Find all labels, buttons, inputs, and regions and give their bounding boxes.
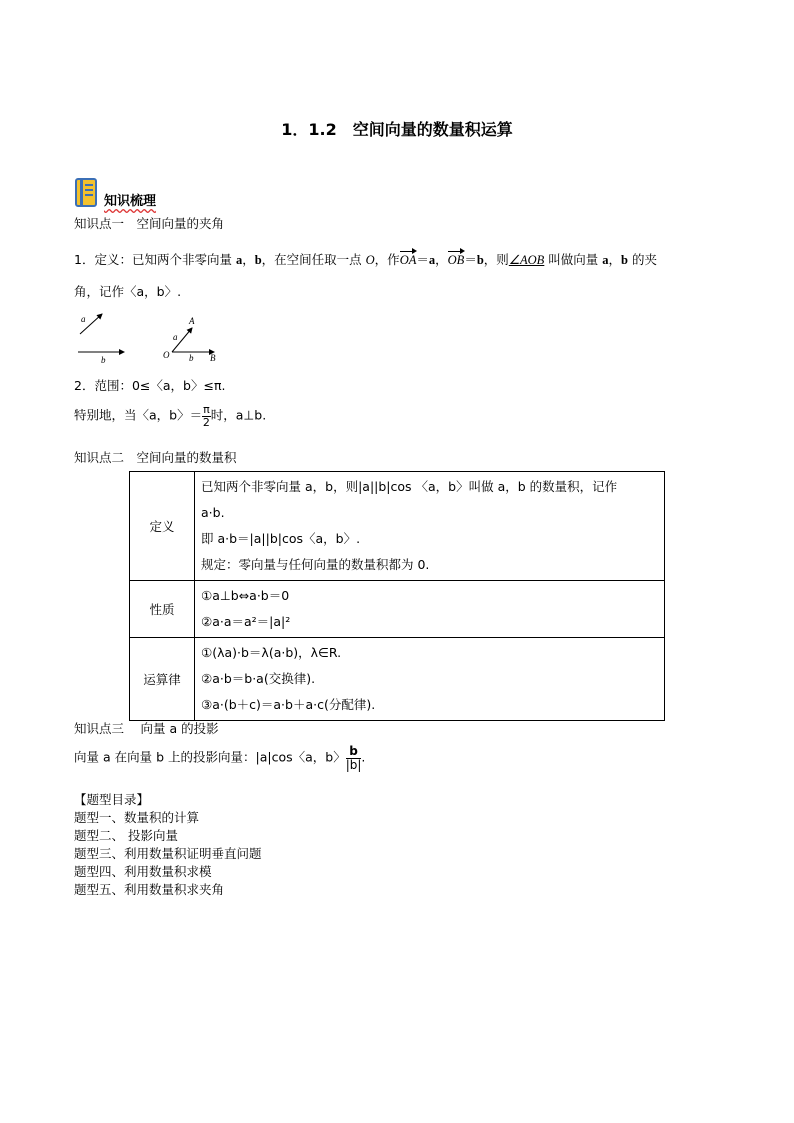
def-text: ， — [242, 252, 255, 267]
fraction-denominator: |b| — [345, 757, 362, 772]
fraction-b-over-norm-b — [346, 745, 362, 771]
section-label: 知识梳理 — [104, 194, 157, 209]
label-b: b — [189, 353, 194, 363]
table-row-body — [195, 638, 665, 721]
catalog-heading: 【题型目录】 — [74, 792, 150, 807]
label-O: O — [163, 350, 170, 360]
table-line: ①(λa)·b＝λ(a·b)，λ∈R. — [201, 645, 342, 660]
def-text: ，则 — [483, 252, 509, 267]
def-text: ，作 — [374, 252, 400, 267]
def-text: 叫做向量 — [544, 252, 603, 267]
def-text: 1．定义：已知两个非零向量 — [74, 252, 236, 267]
projection-text: 向量 a 在向量 b 上的投影向量：|a|cos〈a，b〉 — [74, 749, 346, 765]
projection-text: . — [361, 749, 366, 765]
table-row — [130, 581, 665, 638]
label-a: a — [81, 314, 86, 324]
table-row-body — [195, 581, 665, 638]
vector-a: a — [428, 253, 436, 267]
knowledge-point-1-heading: 知识点一 空间向量的夹角 — [74, 216, 225, 231]
table-line: 即 a·b＝|a||b|cos〈a，b〉. — [201, 531, 361, 546]
def-text: ＝ — [464, 252, 477, 267]
vector-ob: OB — [447, 253, 465, 267]
def-text: ，在空间任取一点 — [261, 252, 366, 267]
page-title: 1．1.2 空间向量的数量积运算 — [281, 120, 513, 139]
label-A: A — [189, 316, 195, 326]
dot-product-table — [129, 471, 665, 721]
knowledge-point-2-heading: 知识点二 空间向量的数量积 — [74, 450, 237, 465]
table-row-head: 定义 — [130, 472, 195, 581]
fraction-numerator: b — [346, 745, 362, 759]
table-line: ③a·(b＋c)＝a·b＋a·c(分配律). — [201, 697, 376, 712]
def-text: ， — [608, 252, 622, 267]
table-row-body — [195, 472, 665, 581]
fraction-pi-over-2 — [202, 404, 211, 428]
def-text: 的夹 — [627, 252, 657, 267]
projection-line — [74, 745, 365, 771]
vector-b: b — [476, 253, 484, 267]
special-text: 时，a⊥b. — [210, 407, 267, 423]
catalog-item: 题型二、 投影向量 — [74, 828, 178, 843]
table-row — [130, 472, 665, 581]
table-row — [130, 638, 665, 721]
table-line: a·b. — [201, 505, 225, 520]
point-o: O — [365, 253, 375, 267]
angle-aob: ∠AOB — [508, 253, 545, 267]
vector-b: b — [254, 253, 262, 267]
label-a: a — [173, 332, 178, 342]
label-B: B — [210, 353, 216, 363]
fraction-numerator: π — [203, 403, 210, 416]
book-icon — [74, 178, 100, 208]
knowledge-point-3-heading: 知识点三 向量 a 的投影 — [74, 721, 219, 736]
catalog-item: 题型四、利用数量积求模 — [74, 864, 212, 879]
table-line: 已知两个非零向量 a，b，则|a||b|cos 〈a，b〉叫做 a，b 的数量积，记作 — [201, 479, 618, 494]
vector-angle-diagram — [76, 308, 236, 366]
table-row-head: 性质 — [130, 581, 195, 638]
special-text: 特别地，当〈a，b〉＝ — [74, 407, 203, 423]
definition-line — [74, 250, 657, 268]
def-text: ， — [435, 252, 448, 267]
table-line: ②a·a＝a²＝|a|² — [201, 614, 291, 629]
table-row-head: 运算律 — [130, 638, 195, 721]
table-line: ①a⊥b⇔a·b＝0 — [201, 588, 290, 603]
table-line: 规定：零向量与任何向量的数量积都为 0. — [201, 557, 430, 572]
catalog-item: 题型一、数量积的计算 — [74, 810, 200, 825]
label-b: b — [101, 355, 106, 365]
def-text: ＝ — [416, 252, 429, 267]
catalog-item: 题型五、利用数量积求夹角 — [74, 882, 225, 897]
definition-line-2: 角，记作〈a，b〉. — [74, 284, 182, 299]
vector-oa: OA — [399, 253, 417, 267]
range-line: 2．范围：0≤〈a，b〉≤π. — [74, 378, 226, 393]
table-line: ②a·b＝b·a(交换律). — [201, 671, 316, 686]
vector-b: b — [621, 253, 628, 267]
fraction-denominator: 2 — [202, 415, 210, 429]
special-case-line — [74, 404, 266, 428]
vector-a: a — [235, 253, 243, 267]
vector-a: a — [602, 253, 609, 267]
catalog-item: 题型三、利用数量积证明垂直问题 — [74, 846, 262, 861]
